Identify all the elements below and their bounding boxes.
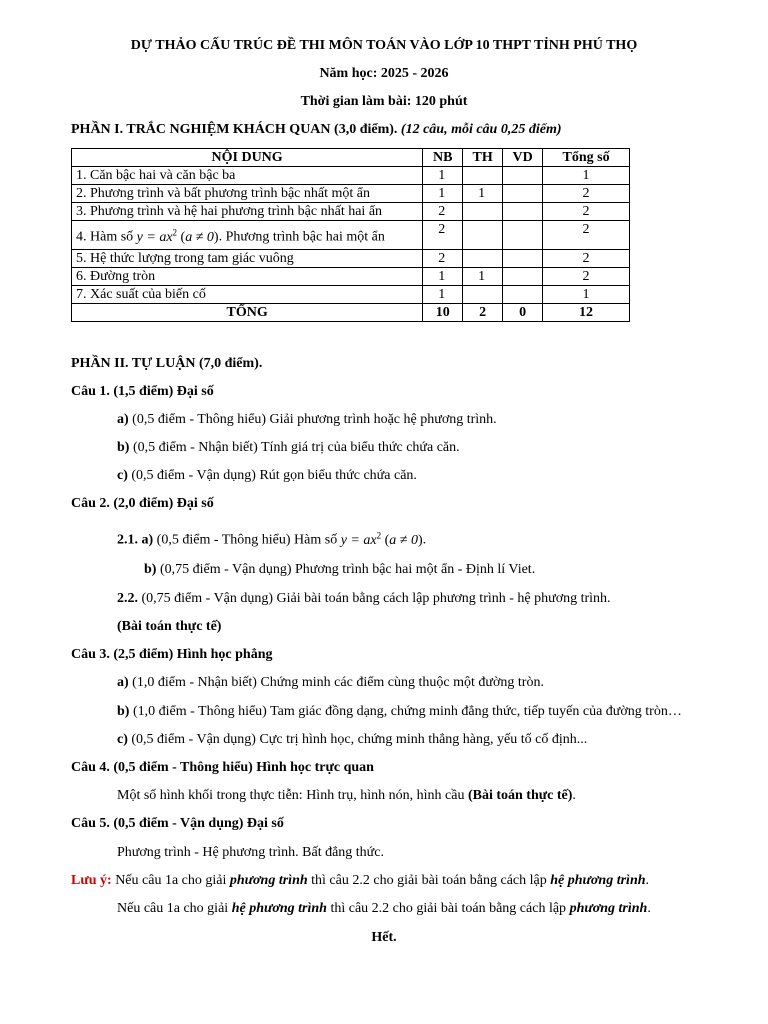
question-3-title: Câu 3. (2,5 điểm) Hình học phẳng bbox=[71, 647, 273, 662]
formula-y-ax2: $y = ax^2$ (a ≠ 0) bbox=[340, 530, 423, 548]
question-1c: c) (0,5 điểm - Vận dụng) Rút gọn biểu thức chứa căn. bbox=[117, 468, 417, 483]
question-2-2-note: (Bài toán thực tế) bbox=[117, 619, 222, 634]
end-marker: Hết. bbox=[371, 930, 397, 945]
table-row: 6. Đường tròn 1 1 2 bbox=[72, 268, 630, 286]
question-4-text: Một số hình khối trong thực tiễn: Hình trụ, hình nón, hình cầu (Bài toán thực tế). bbox=[117, 788, 576, 803]
question-3c: c) (0,5 điểm - Vận dụng) Cực trị hình học, chứng minh thẳng hàng, yếu tố cố định... bbox=[117, 732, 588, 747]
question-2-title: Câu 2. (2,0 điểm) Đại số bbox=[71, 496, 214, 511]
col-header: TH bbox=[463, 149, 503, 167]
exam-time: Thời gian làm bài: 120 phút bbox=[300, 94, 468, 109]
table-row: 4. Hàm số $y = ax^2$ (a ≠ 0). Phương trình bậc hai một ẩn 2 2 bbox=[72, 221, 630, 250]
question-3a: a) (1,0 điểm - Nhận biết) Chứng minh các điểm cùng thuộc một đường tròn. bbox=[117, 675, 544, 690]
col-header: Tổng số bbox=[543, 149, 630, 167]
question-2-1a: 2.1. a) (0,5 điểm - Thông hiểu) Hàm số $y = ax^2$ (a ≠ 0). bbox=[117, 530, 427, 548]
table-row: 2. Phương trình và bất phương trình bậc nhất một ẩn 1 1 2 bbox=[72, 185, 630, 203]
col-header: NB bbox=[423, 149, 463, 167]
question-2-2: 2.2. (0,75 điểm - Vận dụng) Giải bài toán bằng cách lập phương trình - hệ phương trình. bbox=[117, 591, 611, 606]
table-row: 5. Hệ thức lượng trong tam giác vuông 2 2 bbox=[72, 250, 630, 268]
row-4-content: 4. Hàm số $y = ax^2$ (a ≠ 0). Phương trình bậc hai một ẩn bbox=[72, 221, 423, 250]
table-row: 7. Xác suất của biến cố 1 1 bbox=[72, 286, 630, 304]
part2-heading: PHẦN II. TỰ LUẬN (7,0 điểm). bbox=[71, 356, 263, 371]
question-2-1b: b) (0,75 điểm - Vận dụng) Phương trình bậc hai một ẩn - Định lí Viet. bbox=[144, 562, 536, 577]
doc-title: DỰ THẢO CẤU TRÚC ĐỀ THI MÔN TOÁN VÀO LỚP 10 THPT TỈNH PHÚ THỌ bbox=[130, 38, 638, 53]
question-5-title: Câu 5. (0,5 điểm - Vận dụng) Đại số bbox=[71, 816, 284, 831]
table-header-row bbox=[72, 149, 630, 167]
part1-heading: PHẦN I. TRẮC NGHIỆM KHÁCH QUAN (3,0 điểm). (12 câu, mỗi câu 0,25 điểm) bbox=[71, 122, 562, 137]
question-3b: b) (1,0 điểm - Thông hiểu) Tam giác đồng dạng, chứng minh đẳng thức, tiếp tuyến của đường tròn… bbox=[117, 704, 682, 719]
note-line-2: Nếu câu 1a cho giải hệ phương trình thì câu 2.2 cho giải bài toán bằng cách lập phương trình. bbox=[117, 901, 651, 916]
question-4-title: Câu 4. (0,5 điểm - Thông hiểu) Hình học trực quan bbox=[71, 760, 374, 775]
school-year: Năm học: 2025 - 2026 bbox=[319, 66, 449, 81]
content-matrix-table bbox=[71, 148, 630, 322]
question-1a: a) (0,5 điểm - Thông hiểu) Giải phương trình hoặc hệ phương trình. bbox=[117, 412, 497, 427]
col-header: NỘI DUNG bbox=[72, 149, 423, 167]
table-row: 1. Căn bậc hai và căn bậc ba 1 1 bbox=[72, 167, 630, 185]
question-1b: b) (0,5 điểm - Nhận biết) Tính giá trị của biểu thức chứa căn. bbox=[117, 440, 460, 455]
table-total-row: TỔNG 10 2 0 12 bbox=[72, 304, 630, 322]
table-row: 3. Phương trình và hệ hai phương trình bậc nhất hai ẩn 2 2 bbox=[72, 203, 630, 221]
question-5-text: Phương trình - Hệ phương trình. Bất đẳng thức. bbox=[117, 845, 384, 860]
question-1-title: Câu 1. (1,5 điểm) Đại số bbox=[71, 384, 214, 399]
formula-y-ax2: $y = ax^2$ (a ≠ 0) bbox=[136, 227, 219, 245]
note-line-1: Lưu ý: Nếu câu 1a cho giải phương trình thì câu 2.2 cho giải bài toán bằng cách lập hệ phương trình. bbox=[71, 873, 650, 888]
col-header: VD bbox=[503, 149, 543, 167]
